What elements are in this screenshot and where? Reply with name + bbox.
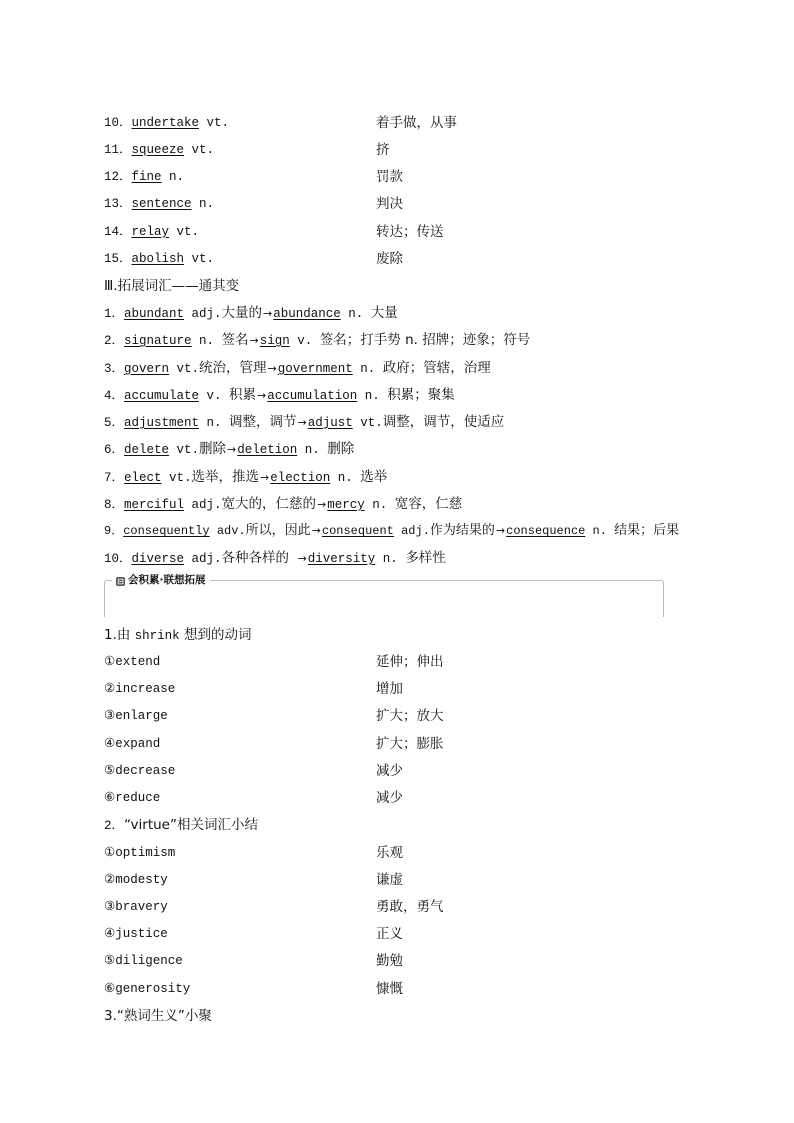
vocab-meaning: 转达；传送 xyxy=(376,224,444,240)
list-item: ④justice xyxy=(104,927,168,941)
vocab-meaning: 着手做，从事 xyxy=(376,115,457,131)
list-item-meaning: 减少 xyxy=(376,763,403,779)
vocab-meaning: 废除 xyxy=(376,251,403,267)
list-item: ③enlarge xyxy=(104,709,168,723)
list-item-meaning: 正义 xyxy=(376,926,403,942)
vocab-item: 10．undertake vt. xyxy=(104,116,230,130)
section-heading: Ⅲ.拓展词汇——通其变 xyxy=(104,278,240,294)
expansion-item: 4．accumulate v. 积累→accumulation n. 积累；聚集 xyxy=(104,387,455,403)
list-item: ③bravery xyxy=(104,900,168,914)
expansion-item: 1．abundant adj.大量的→abundance n. 大量 xyxy=(104,305,398,321)
list-item-meaning: 扩大；膨胀 xyxy=(376,736,444,752)
group-heading: 3.“熟词生义”小聚 xyxy=(104,1008,212,1024)
expansion-item: 6．delete vt.删除→deletion n. 删除 xyxy=(104,441,355,457)
list-item-meaning: 勤勉 xyxy=(376,953,403,969)
vocab-item: 11．squeeze vt. xyxy=(104,143,215,157)
expansion-item: 9．consequently adv.所以，因此→consequent adj.作为结果的→consequence n. 结果；后果 xyxy=(104,523,680,538)
list-item: ⑥generosity xyxy=(104,982,191,996)
list-item: ①optimism xyxy=(104,846,176,860)
list-item: ④expand xyxy=(104,737,161,751)
list-item: ⑤decrease xyxy=(104,764,176,778)
expansion-item: 7．elect vt.选举，推选→election n. 选举 xyxy=(104,469,388,485)
arrow-icon: → xyxy=(227,443,237,456)
list-item-meaning: 增加 xyxy=(376,681,403,697)
arrow-icon: → xyxy=(257,389,267,402)
list-item: ①extend xyxy=(104,655,161,669)
vocab-word: fine xyxy=(131,170,162,184)
vocab-item: 12．fine n. xyxy=(104,170,185,184)
expansion-item: 10．diverse adj.各种各样的 →diversity n. 多样性 xyxy=(104,550,446,566)
arrow-icon: → xyxy=(267,362,277,375)
list-item-meaning: 减少 xyxy=(376,790,403,806)
vocab-meaning: 挤 xyxy=(376,142,390,158)
group-heading: 1.由 shrink 想到的动词 xyxy=(104,627,252,643)
expansion-item: 8．merciful adj.宽大的，仁慈的→mercy n. 宽容，仁慈 xyxy=(104,496,463,512)
collapse-icon: ⊟ xyxy=(117,577,124,586)
list-item: ⑥reduce xyxy=(104,791,161,805)
vocab-word: undertake xyxy=(131,116,200,130)
vocab-item: 15．abolish vt. xyxy=(104,252,215,266)
vocab-item: 13．sentence n. xyxy=(104,197,215,211)
vocab-word: squeeze xyxy=(131,143,185,157)
list-item-meaning: 谦虚 xyxy=(376,872,403,888)
list-item-meaning: 乐观 xyxy=(376,845,403,861)
group-heading: 2．“virtue”相关词汇小结 xyxy=(104,817,258,833)
vocab-word: relay xyxy=(131,225,170,239)
list-item: ②increase xyxy=(104,682,176,696)
expansion-item: 5．adjustment n. 调整，调节→adjust vt.调整，调节，使适应 xyxy=(104,414,505,430)
vocab-item: 14．relay vt. xyxy=(104,225,200,239)
vocab-meaning: 罚款 xyxy=(376,169,403,185)
list-item-meaning: 勇敢，勇气 xyxy=(376,899,444,915)
arrow-icon: → xyxy=(263,307,273,320)
expansion-item: 2．signature n. 签名→sign v. 签名；打手势 n. 招牌；迹象；符号 xyxy=(104,332,531,348)
list-item: ②modesty xyxy=(104,873,168,887)
arrow-icon: → xyxy=(317,498,327,511)
box-title: ⊟ 会积累·联想拓展 xyxy=(112,572,210,588)
arrow-icon: → xyxy=(311,524,321,537)
vocab-word: sentence xyxy=(131,197,192,211)
list-item-meaning: 延伸；伸出 xyxy=(376,654,444,670)
arrow-icon: → xyxy=(495,524,506,537)
arrow-icon: → xyxy=(297,416,307,429)
list-item-meaning: 慷慨 xyxy=(376,981,403,997)
arrow-icon: → xyxy=(249,334,259,347)
list-item-meaning: 扩大；放大 xyxy=(376,708,444,724)
vocab-word: abolish xyxy=(131,252,185,266)
arrow-icon: → xyxy=(260,471,270,484)
vocab-meaning: 判决 xyxy=(376,196,403,212)
arrow-icon: → xyxy=(297,552,307,565)
expansion-item: 3．govern vt.统治，管理→government n. 政府；管辖，治理 xyxy=(104,360,491,376)
list-item: ⑤diligence xyxy=(104,954,183,968)
